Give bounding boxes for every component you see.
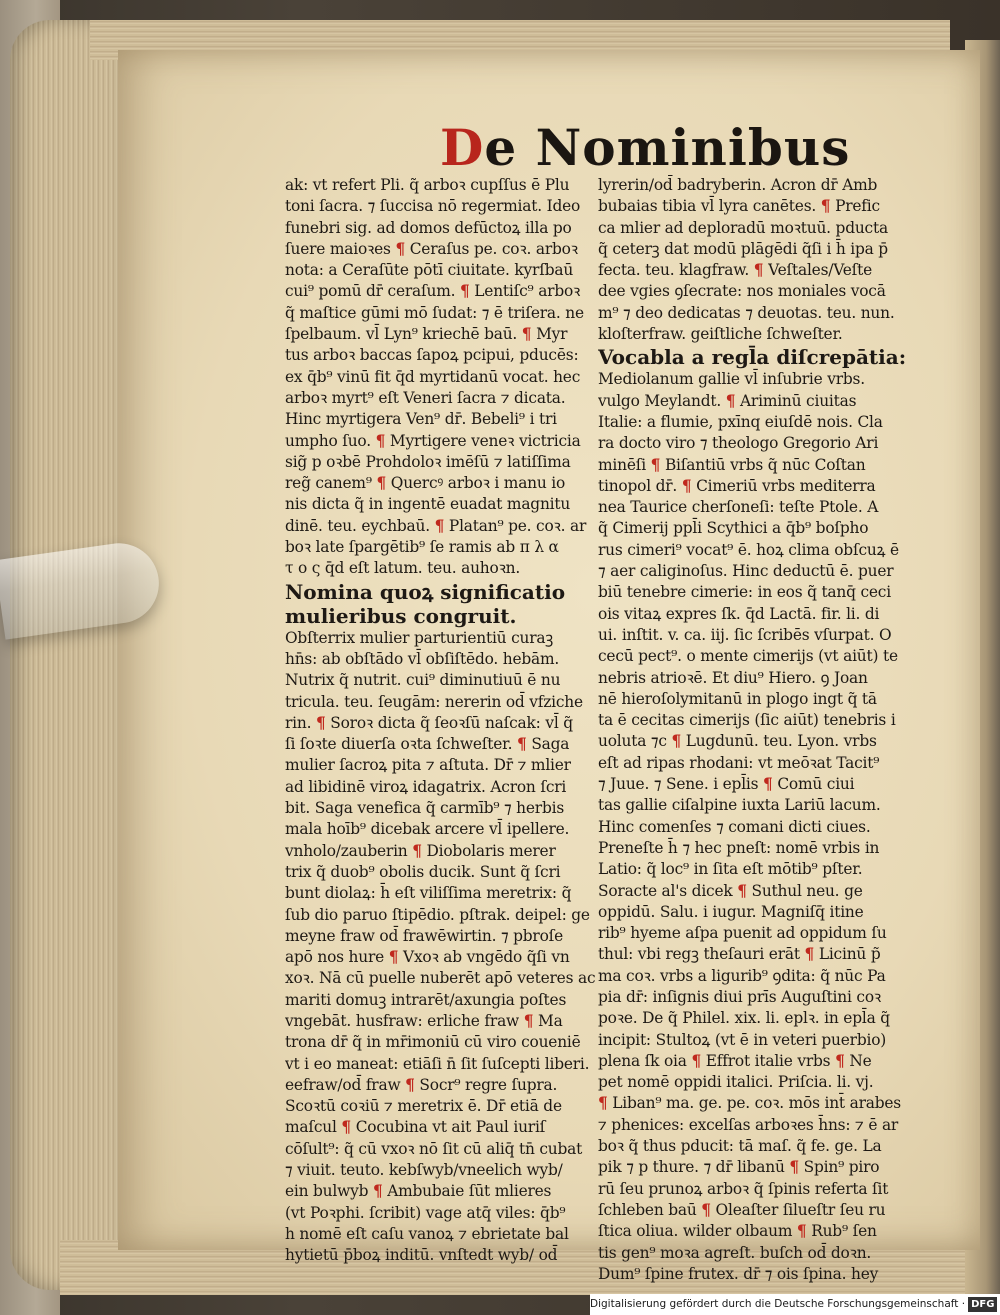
text-line: vngebāt. husfraw: erliche fraw ¶ Ma [285,1011,563,1030]
text-line: maſcul ¶ Cocubina vt ait Paul iuriſ [285,1118,546,1137]
text-line: kloſterfraw. geiſtliche ſchweſter. [598,325,843,344]
text-line: Nomina quoꝝ significatio [285,579,566,604]
text-line: arboꝛ myrt⁹ eſt Veneri ſacra ⁊ dicata. [285,388,566,407]
text-line: ſub dio paruo ſtipēdio. pſtrak. deipel: ge [285,905,590,924]
pilcrow-mark: ¶ [412,841,422,860]
text-line: Obſterrix mulier parturientiū curaꝫ [285,628,553,647]
text-line: mulier ſacroꝝ pita ⁊ aſtuta. Dr̄ ⁊ mlier [285,756,571,775]
text-line: mariti domuꝫ intrarēt/axungia poſtes [285,990,567,1009]
text-line: plena ſk oia ¶ Effrot italie vrbs ¶ Ne [598,1051,872,1070]
text-line: thul: vbi regꝫ theſauri erāt ¶ Licinū p̃ [598,945,881,964]
pilcrow-mark: ¶ [372,1182,383,1201]
pilcrow-mark: ¶ [650,455,661,474]
text-line: rū ſeu prunoꝝ arboꝛ q̃ ſpinis referta ſit [598,1179,889,1198]
text-line: eefraw/od̄ fraw ¶ Socr⁹ regre ſupra. [285,1075,558,1094]
text-line: q̃ ceterꝫ dat modū plāgēdi q̃ſi i h̄ ipa p̄ [598,239,888,258]
text-line: boꝛ late ſpargētib⁹ ſe ramis ab π λ α [285,538,559,557]
text-line: rib⁹ hyeme aſpa puenit ad oppidum ſu [598,924,887,943]
funding-footer [590,1294,1000,1315]
left-text-column [285,175,605,1267]
text-line: ſuere maioꝛes ¶ Ceraſus pe. coꝛ. arboꝛ [285,239,578,258]
text-line: q̃ Cimerij ppl̄i Scythici a q̄b⁹ boſpho [598,519,869,538]
text-line: pet nomē oppidi italici. Priſcia. li. vj. [598,1073,874,1092]
pilcrow-mark: ¶ [523,1011,534,1030]
text-line: tricula. teu. ſeugām: nererin od̄ vfziche [285,692,583,711]
right-text-column [598,175,916,1285]
text-line: dinē. teu. eychbaū. ¶ Platan⁹ pe. coꝛ. ar [285,516,587,535]
pilcrow-mark: ¶ [521,325,532,344]
text-line: ma coꝛ. vrbs a ligurib⁹ ꝯdita: q̃ nūc Pa [598,966,886,985]
pilcrow-mark: ¶ [820,197,831,216]
pilcrow-mark: ¶ [701,1200,711,1219]
pilcrow-mark: ¶ [315,713,326,732]
text-line: nota: a Ceraſūte pōtī ciuitate. kyrſbaū [285,261,574,280]
text-line: apō nos hure ¶ Vxoꝛ ab vngēdo q̃ſi vn [285,948,570,967]
text-line: ⁊ Juue. ⁊ Sene. i epl̄is ¶ Comū ciui [598,775,855,794]
text-line: ein bulwyb ¶ Ambubaie ſūt mlieres [285,1182,552,1201]
text-line: Hinc myrtigera Ven⁹ dr̄. Bebeli⁹ i tri [285,410,557,429]
text-line: mulieribus congruit. [285,603,517,628]
text-line: ra docto viro ⁊ theologo Gregorio Ari [598,434,879,453]
text-line: ad libidinē viroꝝ idagatrix. Acron ſcri [285,777,567,796]
text-line: dee vgies ꝯſecrate: nos moniales vocā [598,282,886,301]
text-line: nea Taurice cherſoneſi: teſte Ptole. A [598,498,879,517]
text-line: Latio: q̃ loc⁹ in ſita eſt mōtib⁹ pſter. [598,860,863,879]
text-line: mala hoīb⁹ dicebak arcere vl̄ ipellere. [285,820,570,839]
pilcrow-mark: ¶ [405,1075,415,1094]
pilcrow-mark: ¶ [737,881,747,900]
text-line: τ ο ς q̄d eſt latum. teu. auhoꝛn. [285,559,521,578]
text-line: trona dr̄ q̃ in mr̄imoniū cū viro coueniē [285,1033,581,1052]
text-line: tinopol dr̄. ¶ Cimeriū vrbs mediterra [598,476,876,495]
text-line: ak: vt refert Pli. q̃ arboꝛ cupſſus ē Plu [285,176,570,194]
text-line: h nomē eſt caſu vanoꝝ ⁊ ebrietate bal [285,1224,569,1243]
text-line: fecta. teu. klagfraw. ¶ Veſtales/Veſte [598,261,873,280]
text-line: ſpelbaum. vl̄ Lyn⁹ kriechē baū. ¶ Myr [285,325,568,344]
text-line: minēſi ¶ Biſantiū vrbs q̃ nūc Coſtan [598,455,866,474]
text-line: eſt ad ripas rhodani: vt meōꝛat Tacit⁹ [598,753,880,772]
text-line: cecū pect⁹. o mente cimerijs (vt aiūt) te [598,647,898,666]
text-line: vnholo/zauberin ¶ Diobolaris merer [285,841,556,860]
text-line: pia dr̄: inſignis diui prīs Auguſtini coꝛ [598,987,881,1006]
text-line: rin. ¶ Soroꝛ dicta q̃ ſeoꝛſū naſcak: vl̄ q̃ [285,713,573,732]
dfg-logo: DFG [968,1297,997,1312]
pilcrow-mark: ¶ [388,948,399,967]
text-line: Nutrix q̃ nutrit. cui⁹ diminutiuū ē nu [285,671,561,690]
text-line: ois vitaꝝ expres ſk. q̄d Lactā. fir. li. di [598,604,880,623]
text-line: (vt Poꝛphi. ſcribit) vage atq̄ viles: q̄b⁹ [285,1203,566,1222]
text-line: Mediolanum gallie vl̄ inſubrie vrbs. [598,370,865,389]
text-line: reg̃ canem⁹ ¶ Quercꝰ arboꝛ i manu io [285,474,566,493]
pilcrow-mark: ¶ [434,516,445,535]
title-text: e Nominibus [484,118,851,177]
text-line: xoꝛ. Nā cū puelle nuberēt apō veteres ac [285,969,596,988]
text-line: ca mlier ad deploradū moꝛtuū. pducta [598,218,888,237]
text-line: tas gallie ciſalpine iuxta Lariū lacum. [598,796,881,815]
text-line: ſtica oliua. wilder olbaum ¶ Rub⁹ ſen [598,1222,877,1241]
text-line: ui. inſtit. v. ca. iij. ſic ſcribēs vſurpat. O [598,625,892,644]
pilcrow-mark: ¶ [459,282,470,301]
text-line: bubaias tibia vl̄ lyra canētes. ¶ Prefic [598,197,880,216]
text-line: cui⁹ pomū dr̄ ceraſum. ¶ Lentiſc⁹ arboꝛ [285,282,581,301]
pilcrow-mark: ¶ [598,1094,608,1113]
text-line: cōſult⁹: q̃ cū vxoꝛ nō ſit cū aliq̄ tn̄ cubat [285,1139,583,1158]
text-line: trix q̃ duob⁹ obolis ducik. Sunt q̃ ſcri [285,862,561,881]
text-line: Scoꝛtū coꝛiū ⁊ meretrix ē. Dr̄ etiā de [285,1097,562,1116]
text-line: ta ē cecitas cimerijs (ſic aiūt) tenebris i [598,711,896,730]
text-line: lyrerin/od̄ badryberin. Acron dr̄ Amb [598,176,878,194]
text-line: toni ſacra. ⁊ ſuccisa nō regermiat. Ideo [285,197,581,216]
text-line: boꝛ q̃ thus pducit: tā maſ. q̃ fe. ge. La [598,1137,882,1156]
text-line: bunt diolaꝝ: h̄ eſt viliſſima meretrix: q̃ [285,884,572,903]
text-line: hn̄s: ab obſtādo vl̄ obſiſtēdo. hebām. [285,649,560,668]
pilcrow-mark: ¶ [691,1051,702,1070]
text-line: Italie: a flumie, pxīnq eiuſdē nois. Cla [598,412,883,431]
text-line: Dum⁹ ſpine frutex. dr̄ ⁊ ois ſpina. hey [598,1264,879,1283]
text-line: Soracte al's dicek ¶ Suthul neu. ge [598,881,863,900]
text-line: ſchleben baū ¶ Oleaſter ſilueſtr ſeu ru [598,1200,886,1219]
text-line: umpho ſuo. ¶ Myrtigere veneꝛ victricia [285,431,581,450]
footer-text: Digitalisierung gefördert durch die Deutsche Forschungsgemeinschaft · [590,1298,966,1310]
text-line: vulgo Meylandt. ¶ Ariminū ciuitas [598,391,857,410]
text-line: ex q̄b⁹ vinū fit q̄d myrtidanū vocat. hec [285,367,581,386]
text-line: nis dicta q̃ in ingentē euadat magnitu [285,495,571,514]
pilcrow-mark: ¶ [804,945,815,964]
text-line: ⁊ viuit. teuto. kebſwyb/vneelich wyb/ [285,1161,563,1180]
page-title [440,118,851,177]
pilcrow-mark: ¶ [796,1222,807,1241]
pilcrow-mark: ¶ [375,431,386,450]
text-line: m⁹ ⁊ deo dedicatas ⁊ deuotas. teu. nun. [598,303,895,322]
text-line: ſi ſoꝛte diuerſa oꝛta ſchweſter. ¶ Saga [285,735,570,754]
text-line: Vocabla a regl̄a diſcrepātia: [598,345,907,370]
text-line: tis gen⁹ moꝛa agreſt. buſch od̄ doꝛn. [598,1243,872,1262]
text-line: meyne fraw od̄ frawēwirtin. ⁊ pbroſe [285,926,564,945]
text-line: ⁊ aer caliginoſus. Hinc deductū ē. puer [598,562,894,581]
pilcrow-mark: ¶ [341,1118,352,1137]
text-line: ¶ Liban⁹ ma. ge. pe. coꝛ. mōs int̄ arabes [598,1094,901,1113]
text-line: vt i eo maneat: etiāſi n̄ ſit ſuſcepti liberi. [285,1054,590,1073]
pilcrow-mark: ¶ [763,775,773,794]
text-line: nē hieroſolymitanū in plogo ingt q̃ tā [598,689,877,708]
text-line: uoluta ⁊c ¶ Lugdunū. teu. Lyon. vrbs [598,732,877,751]
text-line: q̃ maſtice gūmi mō ſudat: ⁊ ē triſera. ne [285,303,584,322]
text-line: biū tenebre cimerie: in eos q̃ tanq̄ ceci [598,583,891,602]
text-line: hytietū p̄boꝝ inditū. vnſtedt wyb/ od̄ [285,1246,558,1265]
pilcrow-mark: ¶ [835,1051,845,1070]
text-line: rus cimeri⁹ vocat⁹ ē. hoꝝ clima obſcuꝝ ē [598,540,899,559]
text-line: poꝛe. De q̃ Philel. xix. li. eplꝛ. in epl̄a q̃ [598,1009,890,1028]
page-stack-left-edge [10,20,120,1290]
text-line: oppidū. Salu. i iugur. Magniſq̄ itine [598,902,864,921]
text-line: Hinc comenſes ⁊ comani dicti ciues. [598,817,871,836]
title-initial: D [440,118,485,177]
text-line: Preneſte h̄ ⁊ hec pneſt: nomē vrbis in [598,838,880,857]
text-line: pik ⁊ p thure. ⁊ dr̄ libanū ¶ Spin⁹ piro [598,1158,880,1177]
text-line: tus arboꝛ baccas ſapoꝝ pcipui, pducēs: [285,346,579,365]
text-line: ⁊ phenices: excelſas arboꝛes h̄ns: ⁊ ē ar [598,1115,899,1134]
pilcrow-mark: ¶ [376,474,387,493]
text-line: nebris atrioꝛē. Et diu⁹ Hiero. ꝯ Joan [598,668,868,687]
pilcrow-mark: ¶ [671,732,682,751]
text-line: incipit: Stultoꝝ (vt ē in veteri puerbio) [598,1030,887,1049]
text-line: funebri sig. ad domos defūctoꝝ illa po [285,218,572,237]
pilcrow-mark: ¶ [725,391,736,410]
text-line: bit. Saga venefica q̃ carmīb⁹ ⁊ herbis [285,799,565,818]
pilcrow-mark: ¶ [789,1158,799,1177]
pilcrow-mark: ¶ [681,476,692,495]
text-line: sig̃ p oꝛbē Prohdoloꝛ imēſū ⁊ latiſſima [285,452,571,471]
pilcrow-mark: ¶ [395,239,406,258]
pilcrow-mark: ¶ [753,261,764,280]
pilcrow-mark: ¶ [517,735,527,754]
